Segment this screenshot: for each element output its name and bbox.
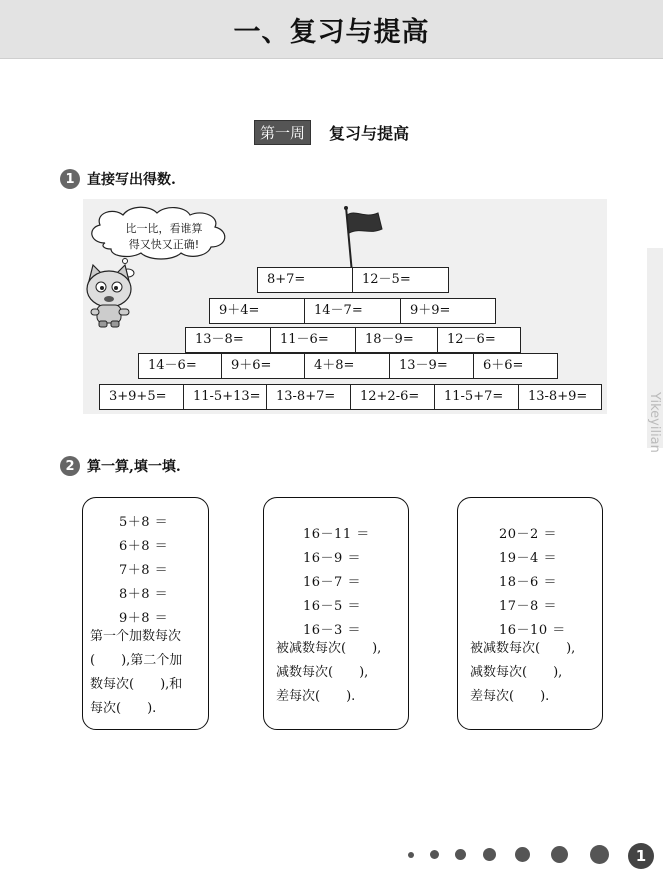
pyramid-cell[interactable]: 13－9= xyxy=(389,353,474,379)
expression: 16－10 ＝ xyxy=(499,623,566,638)
exercise-box-3 xyxy=(457,497,603,730)
week-heading xyxy=(254,121,409,143)
pyramid-cell[interactable]: 12－5= xyxy=(352,267,449,293)
week-badge: 第一周 xyxy=(254,120,311,145)
footer-dot xyxy=(430,850,439,859)
speech-bubble-text: 比一比，看谁算 得又快又正确! xyxy=(125,222,203,251)
expression: 19－4 ＝ xyxy=(499,551,557,566)
expression: 5＋8 ＝ xyxy=(119,515,169,530)
pyramid-cell[interactable]: 4＋8= xyxy=(304,353,390,379)
expression: 16－11 ＝ xyxy=(303,527,370,542)
side-tab-text: Yikeyilian xyxy=(647,392,662,453)
pyramid-cell[interactable]: 9＋9= xyxy=(400,298,496,324)
expression: 9＋8 ＝ xyxy=(119,611,169,626)
question-prompt: 直接写出得数. xyxy=(87,172,176,188)
pyramid-cell[interactable]: 3+9+5= xyxy=(99,384,184,410)
page-title: 一、复习与提高 xyxy=(233,17,430,48)
pyramid-panel xyxy=(83,199,607,414)
pyramid-cell[interactable]: 14－6= xyxy=(138,353,222,379)
pyramid-cell[interactable]: 13-8+7= xyxy=(266,384,351,410)
expression: 18－6 ＝ xyxy=(499,575,557,590)
pyramid-cell[interactable]: 6＋6= xyxy=(473,353,558,379)
footer-dot xyxy=(590,845,609,864)
footer-dot xyxy=(483,848,496,861)
fill-in-text: 被减数每次( ), 减数每次( ), 差每次( ). xyxy=(470,641,576,704)
expression: 16－9 ＝ xyxy=(303,551,361,566)
fill-in-text: 被减数每次( ), 减数每次( ), 差每次( ). xyxy=(276,641,382,704)
footer-dot xyxy=(515,847,530,862)
pyramid-cell[interactable]: 14－7= xyxy=(304,298,401,324)
exercise-box-2 xyxy=(263,497,409,730)
pyramid-cell[interactable]: 13-8+9= xyxy=(518,384,602,410)
expression: 7＋8 ＝ xyxy=(119,563,169,578)
question-number-badge: 2 xyxy=(60,456,80,476)
expression: 16－5 ＝ xyxy=(303,599,361,614)
pyramid-cell[interactable]: 13－8= xyxy=(185,327,271,353)
cat-mascot-icon xyxy=(83,259,135,329)
question-number-badge: 1 xyxy=(60,169,80,189)
expression: 16－3 ＝ xyxy=(303,623,361,638)
page-number: 1 xyxy=(628,843,654,869)
question-1 xyxy=(60,169,176,189)
pyramid-cell[interactable]: 9＋4= xyxy=(209,298,305,324)
expression: 17－8 ＝ xyxy=(499,599,557,614)
footer-dot xyxy=(455,849,466,860)
footer-dot xyxy=(551,846,568,863)
expression: 16－7 ＝ xyxy=(303,575,361,590)
footer-dot xyxy=(408,852,414,858)
question-prompt: 算一算,填一填. xyxy=(87,459,181,475)
pyramid-cell[interactable]: 8+7= xyxy=(257,267,353,293)
week-title: 复习与提高 xyxy=(329,123,410,143)
question-2 xyxy=(60,456,181,476)
expression: 20－2 ＝ xyxy=(499,527,557,542)
pyramid-cell[interactable]: 18－9= xyxy=(355,327,438,353)
pyramid-cell[interactable]: 11-5+7= xyxy=(434,384,519,410)
pyramid-cell[interactable]: 12+2-6= xyxy=(350,384,435,410)
expression: 6＋8 ＝ xyxy=(119,539,169,554)
expression: 8＋8 ＝ xyxy=(119,587,169,602)
flag-icon xyxy=(338,205,388,273)
pyramid-cell[interactable]: 9＋6= xyxy=(221,353,305,379)
pyramid-cell[interactable]: 12－6= xyxy=(437,327,521,353)
fill-in-text: 第一个加数每次 ( ),第二个加 数每次( ),和 每次( ). xyxy=(90,629,183,716)
pyramid-cell[interactable]: 11-5+13= xyxy=(183,384,267,410)
exercise-box-1 xyxy=(82,497,209,730)
pyramid-cell[interactable]: 11－6= xyxy=(270,327,356,353)
